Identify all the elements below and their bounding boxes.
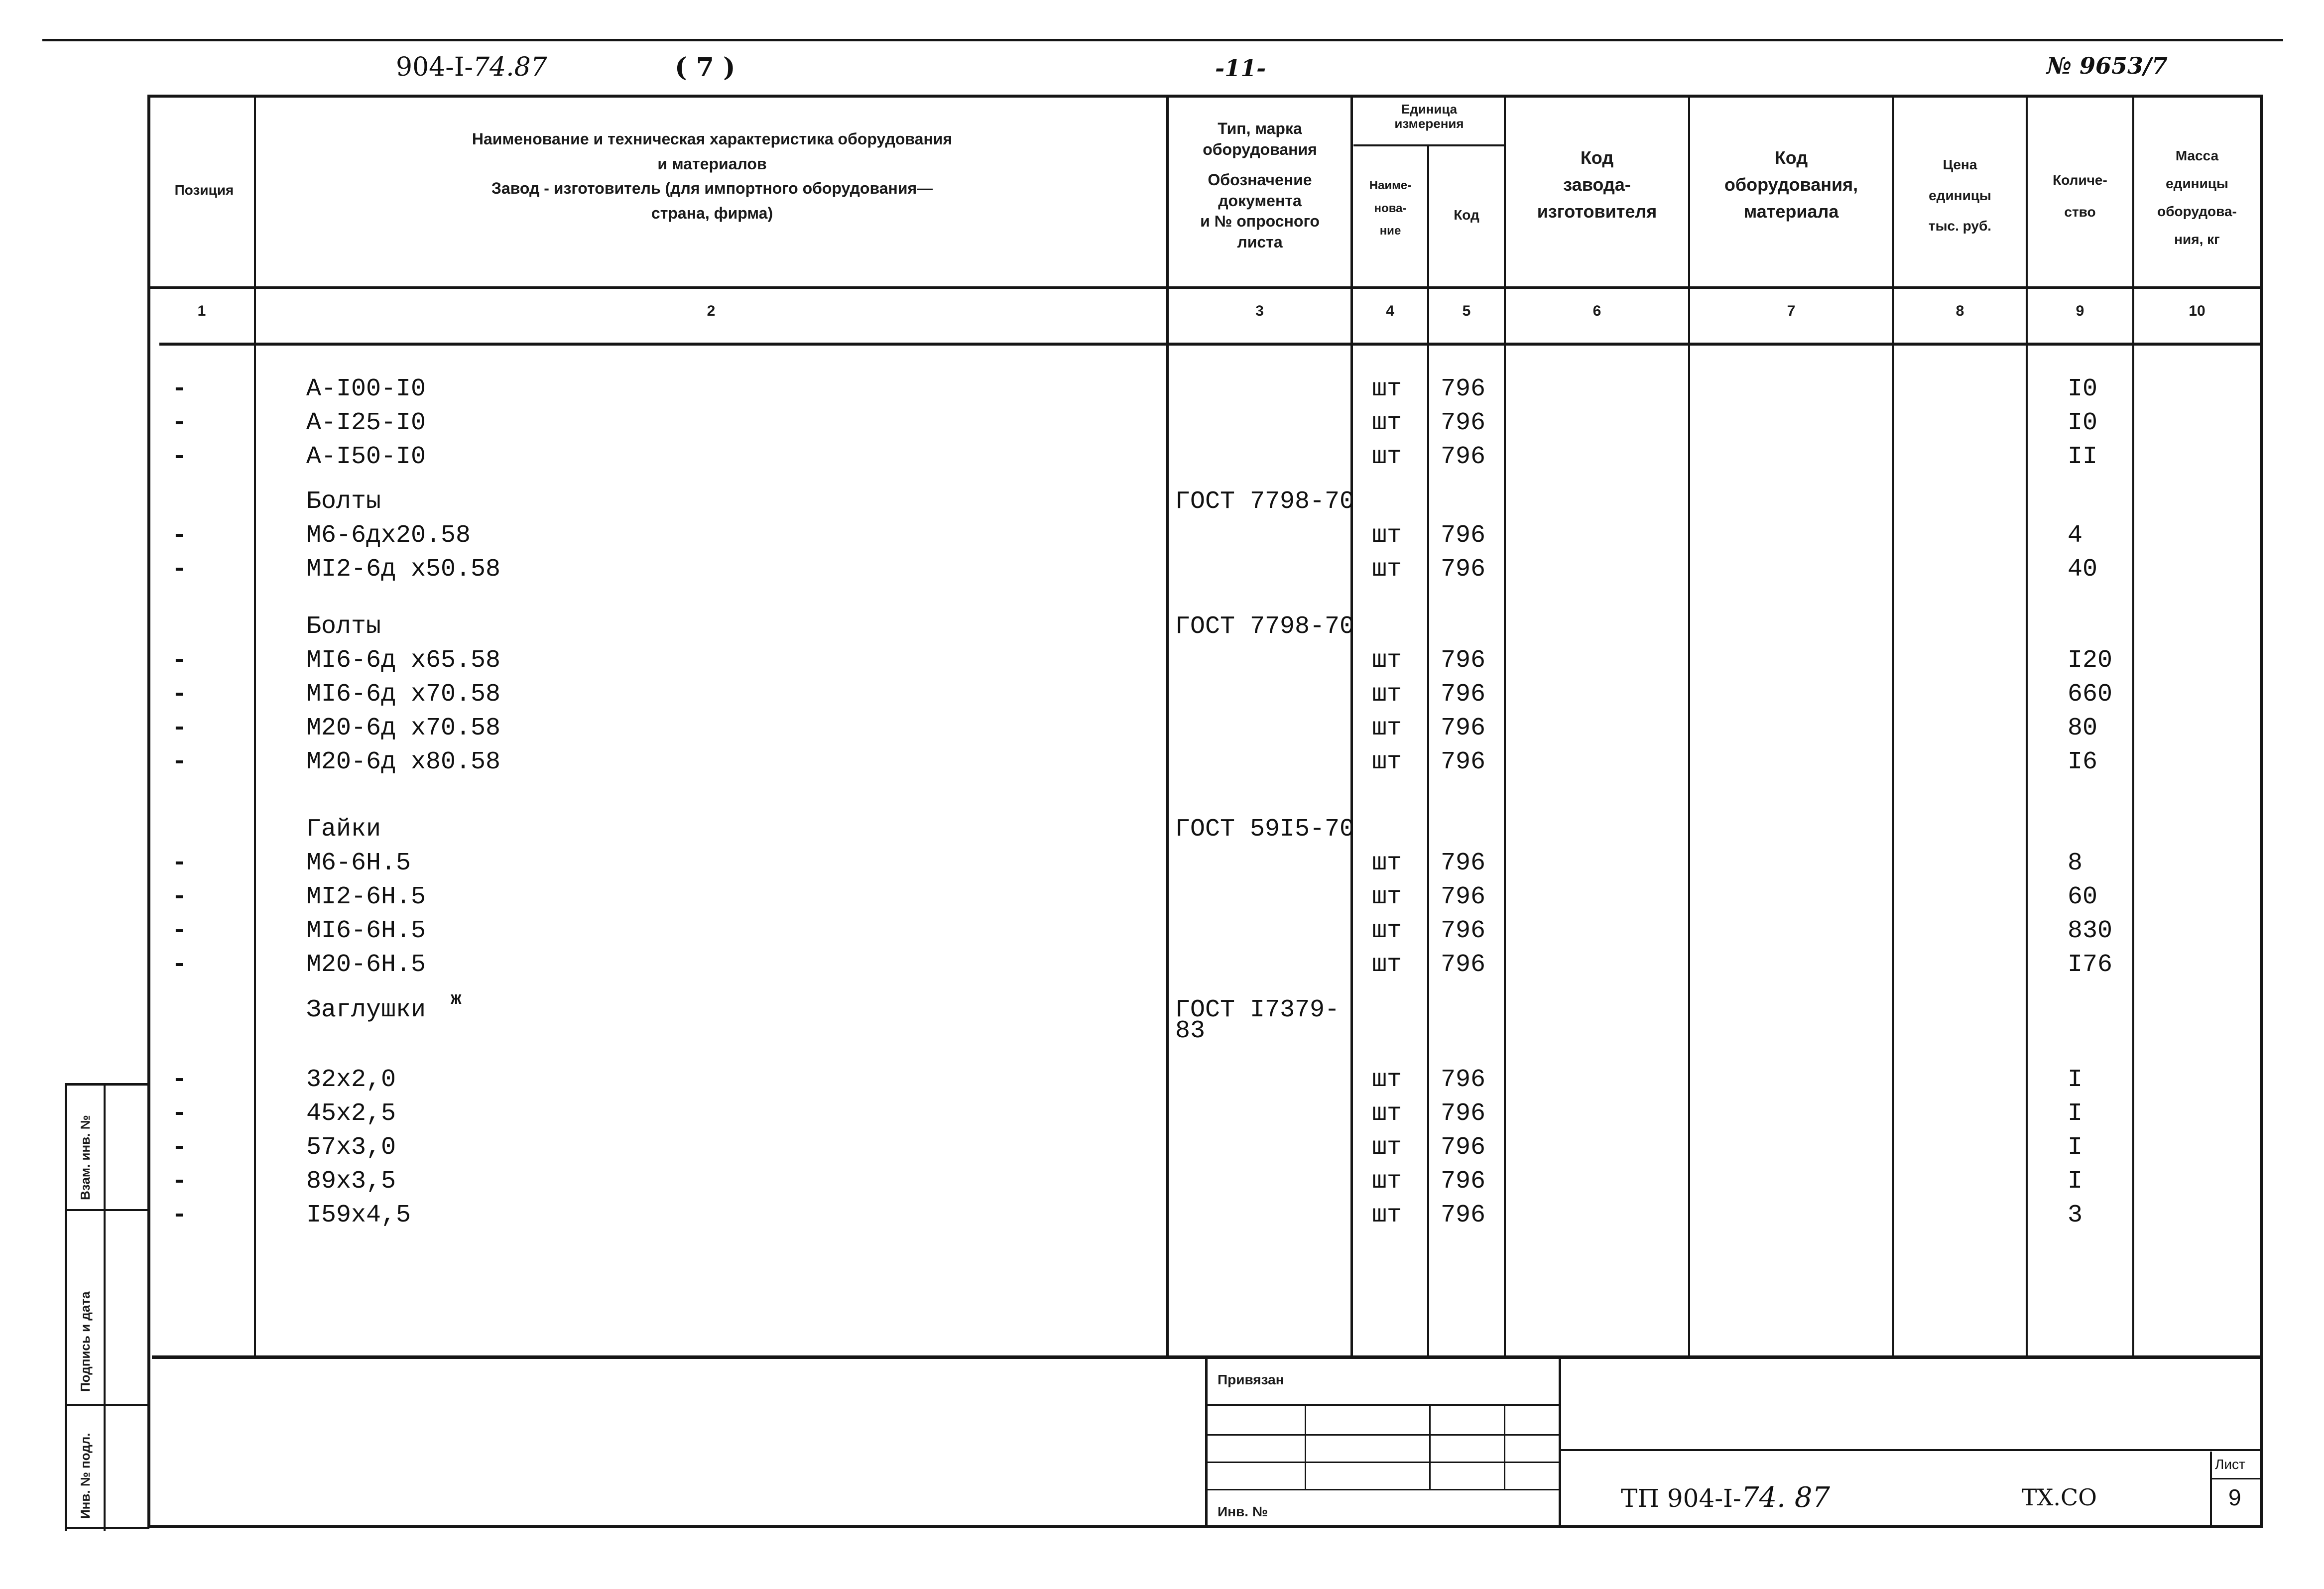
- row-unit: шт: [1372, 1167, 1402, 1196]
- row-unit: шт: [1372, 1100, 1402, 1128]
- side-inv-orig: Инв. № подл.: [78, 1433, 93, 1519]
- header-factory-code-line2: завода-: [1563, 174, 1631, 195]
- row-position: -: [172, 748, 187, 776]
- row-name: Гайки: [306, 815, 381, 844]
- colnum-10: 10: [2189, 303, 2205, 319]
- sheet-cell-left: [2210, 1452, 2212, 1526]
- header-quantity-line1: Количе-: [2053, 172, 2107, 188]
- row-position: -: [172, 1066, 187, 1094]
- table-row: [0, 1165, 2324, 1199]
- row-name: I59х4,5: [306, 1201, 411, 1229]
- colnum-bottom: [159, 343, 2263, 346]
- row-document: ГОСТ 7798-70: [1175, 488, 1355, 516]
- row-position: -: [172, 409, 187, 437]
- row-document: ГОСТ 7798-70: [1175, 612, 1355, 641]
- row-unit: шт: [1372, 521, 1402, 550]
- stamp-cell-2: [1429, 1404, 1431, 1490]
- colnum-3: 3: [1255, 303, 1264, 319]
- header-factory-code: [1506, 144, 1688, 225]
- header-type-line3: Обозначение: [1208, 171, 1312, 189]
- row-quantity: 40: [2068, 555, 2098, 584]
- row-unit-code: 796: [1441, 521, 1486, 550]
- stamp-title-line: [1560, 1449, 2262, 1451]
- row-quantity: II: [2068, 443, 2098, 471]
- row-quantity: I76: [2068, 951, 2113, 979]
- row-unit-code: 796: [1441, 1066, 1486, 1094]
- row-name: А-I00-I0: [306, 375, 426, 403]
- volume-number: ( 7 ): [675, 52, 735, 83]
- row-position: -: [172, 1167, 187, 1196]
- header-mass-line3: оборудова-: [2157, 204, 2237, 219]
- stamp-bound-label: Привязан: [1218, 1372, 1284, 1387]
- header-equipment-code-line3: материала: [1743, 201, 1839, 222]
- row-quantity: 4: [2068, 521, 2083, 550]
- row-quantity: 80: [2068, 714, 2098, 742]
- row-position: -: [172, 951, 187, 979]
- table-row: [0, 1097, 2324, 1131]
- row-unit-code: 796: [1441, 951, 1486, 979]
- header-equipment-code: [1690, 144, 1892, 225]
- row-document: ГОСТ 59I5-70: [1175, 815, 1355, 844]
- row-unit-code: 796: [1441, 375, 1486, 403]
- row-unit-code: 796: [1441, 1133, 1486, 1162]
- row-unit-code: 796: [1441, 646, 1486, 675]
- header-price-line2: единицы: [1929, 187, 1991, 203]
- header-mass: [2134, 142, 2260, 253]
- row-quantity: I6: [2068, 748, 2098, 776]
- row-name: А-I50-I0: [306, 443, 426, 471]
- row-unit: шт: [1372, 1201, 1402, 1229]
- header-unit-code: Код: [1454, 207, 1479, 223]
- header-price-line1: Цена: [1943, 157, 1977, 172]
- row-position: -: [172, 917, 187, 945]
- header-unit-name: [1353, 174, 1427, 243]
- header-name-line4: страна, фирма): [651, 204, 773, 222]
- body-bottom: [152, 1355, 2263, 1359]
- series-handwritten: 74.87: [473, 52, 547, 82]
- row-unit: шт: [1372, 1066, 1402, 1094]
- inventory-number: № 9653/7: [2047, 52, 2168, 79]
- row-name: М6-6дх20.58: [306, 521, 471, 550]
- header-equipment-code-line1: Код: [1774, 147, 1808, 168]
- table-row: [0, 519, 2324, 553]
- row-quantity: 830: [2068, 917, 2113, 945]
- stamp-row-a: [1205, 1404, 1560, 1406]
- row-name: Болты: [306, 612, 381, 641]
- row-name: МI6-6д х65.58: [306, 646, 501, 675]
- header-type-line5: и № опросного: [1200, 212, 1320, 231]
- table-row: [0, 440, 2324, 474]
- table-row-group-heading: [0, 989, 2324, 1045]
- row-quantity: 8: [2068, 849, 2083, 877]
- side-strip-mid: [104, 1083, 106, 1531]
- table-row: [0, 644, 2324, 678]
- header-unit-name-line1: Наиме-: [1369, 179, 1412, 192]
- row-position: -: [172, 1201, 187, 1229]
- top-designation: [396, 52, 547, 82]
- row-name: МI6-6Н.5: [306, 917, 426, 945]
- header-type-line4: документа: [1218, 191, 1302, 210]
- row-unit-code: 796: [1441, 1201, 1486, 1229]
- frame-right: [2260, 95, 2263, 1528]
- table-row: [0, 1063, 2324, 1097]
- header-name-line3: Завод - изготовитель (для импортного оборудования—: [491, 179, 933, 198]
- side-strip-div1: [65, 1209, 149, 1211]
- table-row: [0, 372, 2324, 406]
- stamp-row-d: [1205, 1489, 1560, 1490]
- stamp-title: [1621, 1481, 1830, 1514]
- row-name: М20-6Н.5: [306, 951, 426, 979]
- row-position: -: [172, 443, 187, 471]
- header-name: [264, 127, 1160, 226]
- table-row: [0, 847, 2324, 880]
- table-top: [149, 95, 2263, 98]
- row-quantity: I: [2068, 1100, 2083, 1128]
- sheet-cell-mid: [2211, 1478, 2261, 1479]
- side-strip-bottom: [65, 1527, 149, 1529]
- stamp-inv-label: Инв. №: [1218, 1504, 1268, 1519]
- row-unit-code: 796: [1441, 555, 1486, 584]
- header-type-line1: Тип, марка: [1218, 120, 1302, 137]
- side-strip-top: [65, 1083, 149, 1086]
- row-name: МI2-6Н.5: [306, 883, 426, 911]
- row-name: М20-6д х70.58: [306, 714, 501, 742]
- stamp-left: [1205, 1355, 1208, 1528]
- row-name: 45х2,5: [306, 1100, 396, 1128]
- header-price-line3: тыс. руб.: [1928, 218, 1992, 234]
- row-position: -: [172, 883, 187, 911]
- colnum-4: 4: [1386, 303, 1394, 319]
- row-unit-code: 796: [1441, 917, 1486, 945]
- row-unit: шт: [1372, 555, 1402, 584]
- row-unit-code: 796: [1441, 680, 1486, 709]
- unit-group-line: [1353, 144, 1506, 146]
- stamp-title-handwritten: 74. 87: [1741, 1481, 1830, 1514]
- row-document-cont: 83: [1175, 1017, 1206, 1045]
- row-name: МI2-6д х50.58: [306, 555, 501, 584]
- row-unit-code: 796: [1441, 1167, 1486, 1196]
- row-name: Заглушки: [306, 996, 426, 1024]
- header-mass-line4: ния, кг: [2174, 232, 2220, 247]
- row-unit-code: 796: [1441, 409, 1486, 437]
- header-equipment-code-line2: оборудования,: [1724, 174, 1858, 195]
- row-quantity: 660: [2068, 680, 2113, 709]
- stamp-mid: [1559, 1355, 1561, 1528]
- header-name-line1: Наименование и техническая характеристика оборудования: [472, 130, 953, 148]
- colnum-7: 7: [1787, 303, 1796, 319]
- row-unit: шт: [1372, 1133, 1402, 1162]
- row-position: -: [172, 555, 187, 584]
- row-unit: шт: [1372, 849, 1402, 877]
- table-row: [0, 678, 2324, 712]
- row-position: -: [172, 1133, 187, 1162]
- header-price: [1894, 149, 2026, 242]
- table-row: [0, 745, 2324, 779]
- row-position: -: [172, 849, 187, 877]
- series-number: 904-I-: [396, 52, 473, 82]
- colnum-6: 6: [1592, 303, 1601, 319]
- row-unit: шт: [1372, 443, 1402, 471]
- row-quantity: I20: [2068, 646, 2113, 675]
- row-quantity: I: [2068, 1167, 2083, 1196]
- stamp-cell-1: [1305, 1404, 1306, 1490]
- colnum-9: 9: [2076, 303, 2084, 319]
- colnum-5: 5: [1462, 303, 1471, 319]
- header-unit-name-line2: нова-: [1374, 201, 1407, 215]
- row-unit-code: 796: [1441, 849, 1486, 877]
- row-position: -: [172, 1100, 187, 1128]
- row-quantity: I: [2068, 1066, 2083, 1094]
- colnum-2: 2: [707, 303, 716, 319]
- table-row: [0, 1131, 2324, 1165]
- row-unit-code: 796: [1441, 1100, 1486, 1128]
- side-strip-div2: [65, 1404, 149, 1406]
- header-type-line2: оборудования: [1203, 140, 1317, 158]
- table-row: [0, 1199, 2324, 1232]
- row-name: 89х3,5: [306, 1167, 396, 1196]
- row-position: -: [172, 680, 187, 709]
- row-name: 57х3,0: [306, 1133, 396, 1162]
- table-row: [0, 406, 2324, 440]
- header-mass-line1: Масса: [2175, 148, 2219, 163]
- row-unit: шт: [1372, 917, 1402, 945]
- colnum-8: 8: [1956, 303, 1964, 319]
- row-unit-code: 796: [1441, 714, 1486, 742]
- row-quantity: 3: [2068, 1201, 2083, 1229]
- sheet-number: 9: [2228, 1484, 2241, 1510]
- row-unit: шт: [1372, 680, 1402, 709]
- row-name: М6-6Н.5: [306, 849, 411, 877]
- table-row-group-heading: [0, 813, 2324, 847]
- row-quantity: I: [2068, 1133, 2083, 1162]
- row-unit: шт: [1372, 646, 1402, 675]
- row-unit: шт: [1372, 714, 1402, 742]
- side-signature: Подпись и дата: [78, 1291, 93, 1392]
- row-unit: шт: [1372, 375, 1402, 403]
- row-name: Болты: [306, 488, 381, 516]
- table-row-group-heading: [0, 485, 2324, 519]
- row-quantity: I0: [2068, 409, 2098, 437]
- table-row: [0, 914, 2324, 948]
- table-row: [0, 880, 2324, 914]
- colnum-1: 1: [197, 303, 206, 319]
- header-unit-name-line3: ние: [1379, 224, 1401, 238]
- header-quantity-line2: ство: [2064, 204, 2096, 220]
- sheet-label: Лист: [2215, 1457, 2245, 1472]
- table-row: [0, 948, 2324, 982]
- row-position: -: [172, 714, 187, 742]
- row-unit: шт: [1372, 748, 1402, 776]
- header-position: Позиция: [174, 182, 234, 198]
- header-factory-code-line3: изготовителя: [1537, 201, 1657, 222]
- header-type-line6: листа: [1237, 233, 1283, 251]
- header-mass-line2: единицы: [2166, 176, 2228, 191]
- header-quantity: [2028, 164, 2132, 229]
- page-mark: -11-: [1215, 55, 1266, 82]
- row-position: -: [172, 521, 187, 550]
- table-row: [0, 553, 2324, 587]
- header-factory-code-line1: Код: [1580, 147, 1614, 168]
- row-quantity: I0: [2068, 375, 2098, 403]
- side-strip-left: [65, 1083, 67, 1531]
- header-unit-group: Единица измерения: [1394, 102, 1464, 131]
- table-row: [0, 712, 2324, 745]
- side-replace-inv: Взам. инв. №: [78, 1115, 93, 1200]
- table-row-group-heading: [0, 610, 2324, 644]
- row-unit-code: 796: [1441, 748, 1486, 776]
- row-unit: шт: [1372, 409, 1402, 437]
- header-name-line2: и материалов: [657, 154, 767, 173]
- stamp-title-text: ТП 904-I-: [1621, 1484, 1741, 1513]
- row-name: МI6-6д х70.58: [306, 680, 501, 709]
- row-position: -: [172, 375, 187, 403]
- row-name: А-I25-I0: [306, 409, 426, 437]
- row-name: М20-6д х80.58: [306, 748, 501, 776]
- row-document: ГОСТ I7379-: [1175, 996, 1340, 1024]
- stamp-cell-3: [1504, 1404, 1505, 1490]
- frame-top: [42, 39, 2283, 41]
- header-bottom: [149, 286, 2263, 289]
- row-position: -: [172, 646, 187, 675]
- row-unit-code: 796: [1441, 443, 1486, 471]
- row-name: 32х2,0: [306, 1066, 396, 1094]
- header-type: [1170, 119, 1349, 253]
- row-quantity: 60: [2068, 883, 2098, 911]
- stamp-album: ТХ.СО: [2022, 1484, 2097, 1511]
- row-unit-code: 796: [1441, 883, 1486, 911]
- stamp-row-c: [1205, 1462, 1560, 1463]
- stamp-row-b: [1205, 1434, 1560, 1436]
- row-name-footnote-mark: ж: [451, 989, 462, 1009]
- row-unit: шт: [1372, 951, 1402, 979]
- row-unit: шт: [1372, 883, 1402, 911]
